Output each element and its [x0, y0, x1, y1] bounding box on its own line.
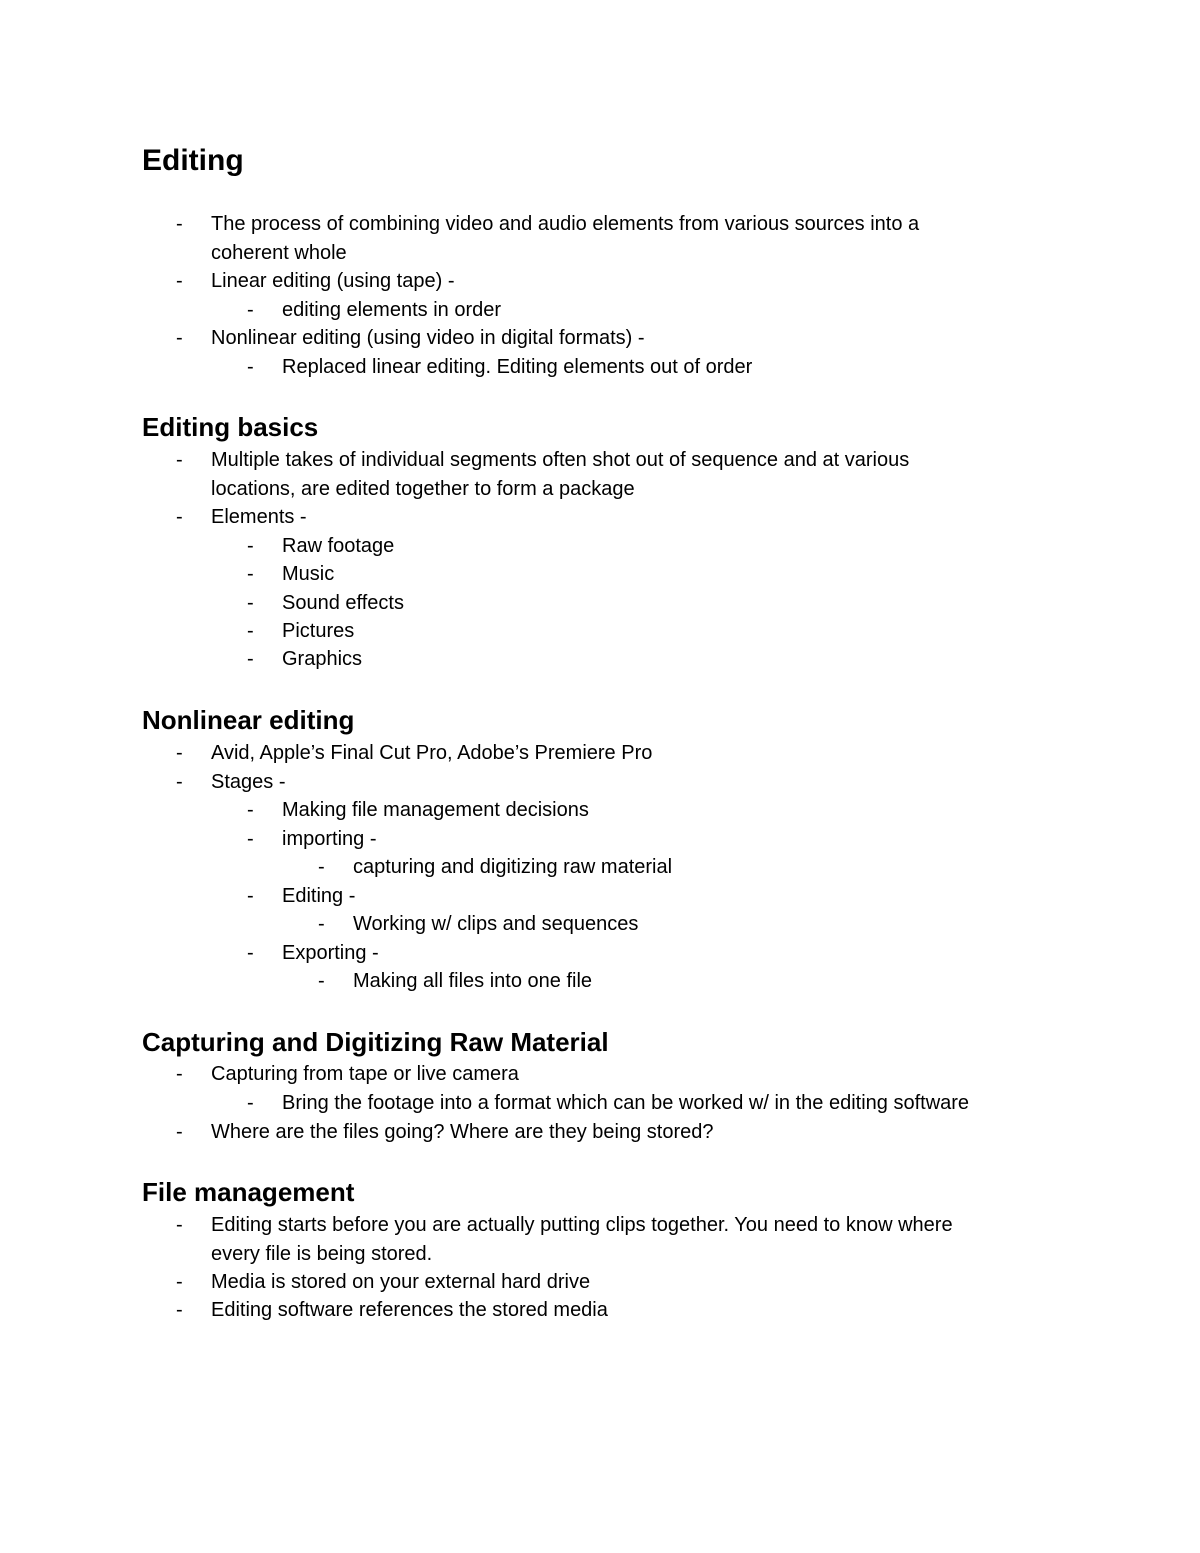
section-heading: Editing — [142, 144, 244, 177]
bullet-dash: - — [176, 1214, 183, 1236]
bullet-dash: - — [247, 799, 254, 821]
bullet-dash: - — [318, 856, 325, 878]
bullet-dash: - — [176, 449, 183, 471]
list-item-text: Multiple takes of individual segments often shot out of sequence and at various — [211, 449, 910, 471]
list-item-text: every file is being stored. — [211, 1242, 433, 1265]
list-item-text: The process of combining video and audio elements from various sources into a — [211, 213, 920, 235]
list-item-text: Replaced linear editing. Editing elements out of order — [282, 356, 753, 378]
bullet-dash: - — [318, 970, 325, 992]
list-item-text: Linear editing (using tape) - — [211, 270, 455, 292]
list-item-text: Raw footage — [282, 535, 395, 557]
list-item-text: Where are the files going? Where are they being stored? — [211, 1121, 714, 1143]
list-item-text: Nonlinear editing (using video in digital formats) - — [211, 327, 645, 349]
bullet-dash: - — [176, 771, 183, 793]
list-item-text: Working w/ clips and sequences — [353, 913, 639, 935]
section-heading: Nonlinear editing — [142, 705, 355, 735]
list-item-text: Media is stored on your external hard drive — [211, 1271, 591, 1293]
list-item-text: Elements - — [211, 506, 307, 528]
bullet-dash: - — [176, 1121, 183, 1143]
list-item-text: Editing starts before you are actually putting clips together. You need to know where — [211, 1214, 953, 1236]
bullet-dash: - — [176, 270, 183, 292]
bullet-dash: - — [176, 742, 183, 764]
bullet-dash: - — [247, 299, 254, 321]
bullet-dash: - — [176, 1063, 183, 1085]
list-item-text: Music — [282, 563, 335, 585]
bullet-dash: - — [247, 648, 254, 670]
bullet-dash: - — [176, 213, 183, 235]
list-item-text: editing elements in order — [282, 299, 502, 321]
list-item-text: capturing and digitizing raw material — [353, 856, 673, 878]
list-item-text: Pictures — [282, 620, 355, 642]
bullet-dash: - — [176, 1299, 183, 1321]
list-item-text: Editing software references the stored media — [211, 1299, 608, 1321]
bullet-dash: - — [247, 1092, 254, 1114]
section-heading: Capturing and Digitizing Raw Material — [142, 1027, 609, 1057]
list-item-text: Bring the footage into a format which can be worked w/ in the editing software — [282, 1092, 970, 1114]
section-heading: Editing basics — [142, 412, 319, 442]
section-heading: File management — [142, 1177, 355, 1207]
list-item-text: importing - — [282, 828, 377, 850]
list-item-text: coherent whole — [211, 241, 347, 264]
bullet-dash: - — [318, 913, 325, 935]
list-item-text: Graphics — [282, 648, 363, 670]
list-item-text: Stages - — [211, 771, 286, 793]
bullet-dash: - — [247, 942, 254, 964]
bullet-dash: - — [247, 828, 254, 850]
list-item-text: Editing - — [282, 885, 356, 907]
bullet-dash: - — [247, 535, 254, 557]
bullet-dash: - — [247, 356, 254, 378]
bullet-dash: - — [247, 592, 254, 614]
list-item-text: Making all files into one file — [353, 970, 593, 992]
list-item-text: Sound effects — [282, 592, 404, 614]
bullet-dash: - — [247, 620, 254, 642]
list-item-text: Avid, Apple’s Final Cut Pro, Adobe’s Premiere Pro — [211, 742, 653, 764]
bullet-dash: - — [176, 327, 183, 349]
bullet-dash: - — [247, 885, 254, 907]
bullet-dash: - — [176, 506, 183, 528]
list-item-text: Exporting - — [282, 942, 379, 964]
bullet-dash: - — [176, 1271, 183, 1293]
bullet-dash: - — [247, 563, 254, 585]
list-item-text: Capturing from tape or live camera — [211, 1063, 519, 1085]
list-item-text: locations, are edited together to form a package — [211, 477, 635, 500]
list-item-text: Making file management decisions — [282, 799, 589, 821]
